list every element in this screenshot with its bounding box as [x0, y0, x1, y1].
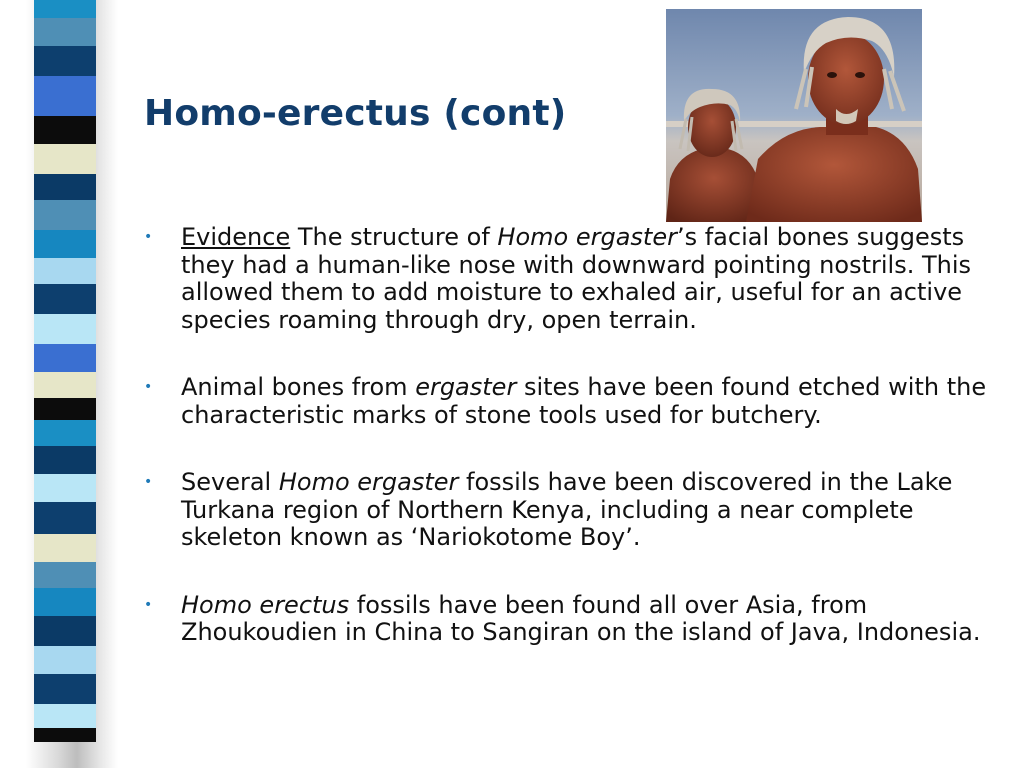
stripe-block	[34, 200, 96, 230]
stripe-block	[34, 344, 96, 372]
bullet-italic-text: Homo ergaster	[278, 468, 459, 496]
stripe-block	[34, 284, 96, 314]
stripe-block	[34, 502, 96, 534]
bullet-text: Several	[181, 468, 279, 496]
stripe-block	[34, 372, 96, 398]
stripe-block	[34, 230, 96, 258]
stripe-block	[34, 76, 96, 116]
slide-title: Homo-erectus (cont)	[144, 93, 567, 134]
bullet-marker: •	[144, 596, 153, 613]
bullet-text: fossils have been discovered in the Lake Turkana region of Northern Kenya, including a near complete skeleton known as ‘Nariokotome Boy’.	[181, 468, 953, 551]
stripe-block	[34, 46, 96, 76]
bullet-text: The structure of	[290, 223, 498, 251]
bullet-marker: •	[144, 474, 153, 490]
bullet-italic-text: ergaster	[415, 373, 517, 401]
stripe-block	[34, 616, 96, 646]
bullet-item-fossils-asia	[140, 592, 1000, 647]
bullet-item-fossils-kenya	[140, 469, 1000, 552]
stripe-block	[34, 446, 96, 474]
stripe-block	[34, 144, 96, 174]
stripe-block	[34, 704, 96, 728]
bullet-item-evidence	[140, 224, 1000, 334]
stripe-block	[34, 674, 96, 704]
bullet-text: ’s facial bones suggests they had a human-like nose with downward pointing nostrils. This allowed them to add moisture to exhaled air, useful for an active species roaming through dry, open terrain.	[181, 223, 971, 334]
stripe-block	[34, 116, 96, 144]
bullet-list	[140, 224, 1000, 647]
photo-illustration	[666, 9, 922, 222]
bullet-text: sites have been found etched with the characteristic marks of stone tools used for butchery.	[181, 373, 987, 429]
stripe-block	[34, 646, 96, 674]
bullet-text: fossils have been found all over Asia, from Zhoukoudien in China to Sangiran on the island of Java, Indonesia.	[181, 590, 981, 646]
stripe-block	[34, 474, 96, 502]
stripe-block	[34, 314, 96, 344]
stripe-block	[34, 562, 96, 588]
stripe-block	[34, 398, 96, 420]
evidence-label: Evidence	[181, 223, 291, 251]
homo-ergaster-photo	[666, 9, 922, 222]
bullet-marker: •	[144, 379, 153, 395]
bullet-italic-text: Homo erectus	[181, 590, 350, 619]
bullet-marker: •	[144, 229, 153, 245]
stripe-block	[34, 258, 96, 284]
bullet-text: Animal bones from	[181, 373, 416, 401]
stripe-block	[34, 420, 96, 446]
stripe-block	[34, 728, 96, 742]
stripe-block	[34, 18, 96, 46]
stripe-block	[34, 588, 96, 616]
stripe-block	[34, 534, 96, 562]
decorative-stripe	[34, 0, 96, 768]
bullet-item-animal-bones	[140, 374, 1000, 429]
stripe-block	[34, 0, 96, 18]
bullet-italic-text: Homo ergaster	[497, 223, 677, 251]
stripe-block	[34, 174, 96, 200]
